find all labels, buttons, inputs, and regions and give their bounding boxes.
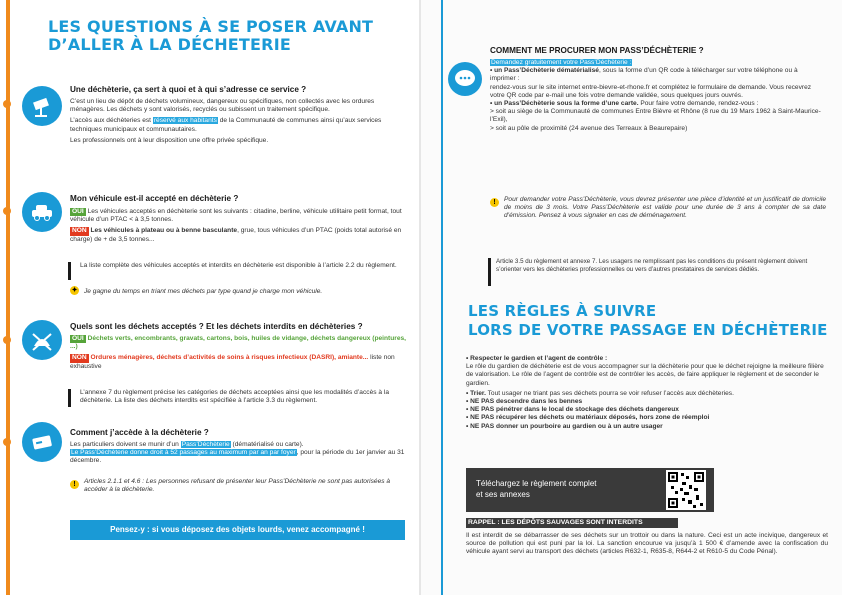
oui-badge: OUI bbox=[72, 335, 84, 342]
q4-paragraph-2 bbox=[70, 449, 408, 465]
note-bar bbox=[488, 258, 491, 286]
pass-request-line bbox=[490, 59, 825, 67]
rules-title-line2: LORS DE VOTRE PASSAGE EN DÉCHÈTERIE bbox=[468, 321, 828, 339]
q2-non-text: , grue, tous véhicules d’un PTAC (poids total autorisé en charge) de + de 3,5 tonnes... bbox=[70, 227, 402, 243]
question-1-body bbox=[70, 98, 408, 145]
question-2-body bbox=[70, 208, 408, 244]
q3-note: L’annexe 7 du règlement précise les catégories de déchets acceptées ainsi que les modalités d’accès à la déchèterie. La liste des déchets interdits est spécifiée à l’article 3.3 du règlement. bbox=[80, 389, 389, 405]
q4-p1-tail: (dématérialisé ou carte). bbox=[230, 441, 304, 448]
download-text bbox=[476, 478, 597, 500]
download-line-1: Téléchargez le règlement complet bbox=[476, 479, 597, 488]
rule-no-recovery: • NE PAS récupérer les déchets ou matériaux déposés, hors zone de réemploi bbox=[466, 414, 710, 422]
page-title-line2: D’ALLER À LA DÉCHETERIE bbox=[48, 35, 291, 54]
q2-note: La liste complète des véhicules acceptés et interdits en déchèterie est disponible à l’article 2.2 du règlement. bbox=[80, 262, 397, 269]
pass-option-1 bbox=[490, 67, 825, 83]
orange-timeline-bar bbox=[6, 0, 10, 595]
pass-section-heading: COMMENT ME PROCURER MON PASS’DÉCHÈTERIE ? bbox=[490, 46, 704, 55]
question-3-heading: Quels sont les déchets acceptés ? Et les déchets interdits en déchèteries ? bbox=[70, 322, 363, 331]
q3-oui-line bbox=[70, 335, 408, 351]
rappel-band: RAPPEL : LES DÉPÔTS SAUVAGES SONT INTERDITS bbox=[466, 518, 678, 528]
rule-respect-text: Le rôle du gardien de déchèterie est de vous accompagner sur la déchèterie pour que le déchet rejoigne la meilleure filière de valorisation. Le rôle de l’agent de contrôle est de contrôler les accès, de faire appliquer le règlement et de seconder le gardien. bbox=[466, 363, 824, 387]
q4-note: Articles 2.1.1 et 4.6 : Les personnes refusant de présenter leur Pass’Déchèterie ne sont pas autorisées à accéder à la déchèterie. bbox=[84, 478, 391, 494]
q2-non-bold: Les véhicules à plateau ou à benne basculante bbox=[88, 227, 238, 235]
question-1-heading: Une déchèterie, ça sert à quoi et à qui s’adresse ce service ? bbox=[70, 85, 307, 94]
q4-p1-text: Les particuliers doivent se munir d’un bbox=[70, 441, 181, 448]
pass-location-1: > soit au siège de la Communauté de communes Entre Bièvre et Rhône (8 rue du 19 Mars 1962 à Saint-Maurice-l’Exil), bbox=[490, 108, 821, 124]
question-3-body bbox=[70, 335, 408, 371]
download-rules-banner[interactable] bbox=[466, 468, 714, 512]
pass-option-1-title: • un Pass’Déchèterie dématérialisé bbox=[490, 67, 599, 75]
q3-non-tail: liste non exhaustive bbox=[70, 354, 395, 370]
rules-list bbox=[466, 355, 828, 431]
rule-no-storage: • NE PAS pénétrer dans le local de stockage des déchets dangereux bbox=[466, 406, 679, 414]
rule-no-bins: • NE PAS descendre dans les bennes bbox=[466, 398, 583, 406]
camera-icon bbox=[22, 86, 62, 126]
page-title bbox=[48, 18, 408, 54]
q4-limit-highlight: Le Pass’Déchèterie donne droit à 52 passages au maximum par an par foyer bbox=[71, 449, 296, 457]
footer-banner: Pensez-y : si vous déposez des objets lourds, venez accompagné ! bbox=[70, 520, 405, 540]
q2-tip: Je gagne du temps en triant mes déchets par type quand je charge mon véhicule. bbox=[84, 288, 323, 295]
rules-title bbox=[468, 302, 828, 340]
q3-non-text: Ordures ménagères, déchets d’activités de soins à risques infectieux (DASRI), amiante... bbox=[88, 354, 369, 362]
blue-timeline-line bbox=[441, 0, 443, 595]
pass-note-1: Pour demander votre Pass’Déchèterie, vous devrez présenter une pièce d’identité et un justificatif de domicile de moins de 3 mois. Votre Pass’Déchèterie est valide pour une durée de 3 ans à compter de sa date d’émission. Pensez à vous signaler en cas de déménagement. bbox=[504, 196, 826, 220]
trash-bag-icon bbox=[22, 320, 62, 360]
timeline-dot bbox=[3, 438, 11, 446]
rule-sort-title: • Trier. bbox=[466, 389, 486, 397]
q1-paragraph-1: C’est un lieu de dépôt de déchets volumineux, dangereux ou spécifiques, non collectés avec les ordures ménagères. Les déchets y sont valorisés, recyclés ou subissent un traitement spécifique. bbox=[70, 98, 375, 114]
rule-no-tip: • NE PAS donner un pourboire au gardien ou à un autre usager bbox=[466, 422, 663, 430]
q1-paragraph-2 bbox=[70, 117, 408, 133]
pass-option-2-title: • un Pass’Déchèterie sous la forme d’une carte. bbox=[490, 100, 639, 108]
non-badge: NON bbox=[72, 227, 87, 235]
q3-non-line bbox=[70, 354, 408, 370]
timeline-dot bbox=[3, 100, 11, 108]
lightbulb-icon: ✦ bbox=[71, 287, 78, 294]
pass-location-2: > soit au pôle de proximité (24 avenue des Terreaux à Beaurepaire) bbox=[490, 124, 688, 132]
qr-code-icon[interactable] bbox=[666, 470, 706, 510]
oui-badge: OUI bbox=[72, 208, 84, 215]
note-bar bbox=[68, 389, 71, 407]
rule-respect: • Respecter le gardien et l’agent de contrôle : bbox=[466, 355, 608, 362]
rule-sort-text: Tout usager ne triant pas ses déchets pourra se voir refuser l’accès aux déchèteries. bbox=[485, 389, 734, 397]
q1-p2-tail: de la Communauté de communes ainsi qu’aux services techniques municipaux et communautaires. bbox=[70, 117, 382, 133]
timeline-dot bbox=[3, 336, 11, 344]
car-icon bbox=[22, 192, 62, 232]
pass-card-icon bbox=[22, 422, 62, 462]
pass-section-body bbox=[490, 59, 825, 133]
q4-pass-highlight: Pass’Déchèterie bbox=[181, 441, 230, 448]
download-line-2: et ses annexes bbox=[476, 490, 530, 499]
pass-request-highlight: Demandez gratuitement votre Pass’Déchèterie : bbox=[491, 59, 632, 66]
pass-option-2-text: Pour faire votre demande, rendez-vous : bbox=[638, 100, 759, 108]
rules-title-line1: LES RÈGLES À SUIVRE bbox=[468, 302, 657, 320]
warning-icon: ! bbox=[70, 480, 79, 489]
q2-oui-line bbox=[70, 208, 408, 224]
question-4-body bbox=[70, 441, 408, 466]
speech-bubble-icon bbox=[448, 62, 482, 96]
page-fold bbox=[419, 0, 421, 595]
pass-option-1-text: , sous la forme d’un QR code à télécharger sur votre téléphone ou à imprimer : bbox=[490, 67, 798, 83]
note-bar bbox=[68, 262, 71, 280]
question-4-heading: Comment j’accède à la déchèterie ? bbox=[70, 428, 209, 437]
q4-p2-tail: , pour la période du 1er janvier au 31 décembre. bbox=[70, 449, 405, 465]
rule-sort bbox=[466, 390, 828, 398]
q4-paragraph-1 bbox=[70, 441, 408, 449]
pass-option-2 bbox=[490, 100, 825, 108]
q1-highlight: réservé aux habitants bbox=[153, 117, 217, 125]
timeline-dot bbox=[3, 207, 11, 215]
question-2-heading: Mon véhicule est-il accepté en déchèterie ? bbox=[70, 194, 239, 203]
q2-non-line bbox=[70, 227, 408, 243]
q1-paragraph-3: Les professionnels ont à leur disposition une offre privée spécifique. bbox=[70, 136, 269, 144]
q3-oui-text: Déchets verts, encombrants, gravats, cartons, bois, huiles de vidange, déchets dangereux (peintures, ...) bbox=[70, 335, 406, 351]
non-badge: NON bbox=[72, 354, 87, 362]
q2-oui-text: Les véhicules acceptés en déchèterie sont les suivants : citadine, berline, véhicule utilitaire petit format, tout véhicule d’un PTAC < à 3,5 tonnes. bbox=[70, 208, 402, 224]
page-title-line1: LES QUESTIONS À SE POSER AVANT bbox=[48, 17, 374, 36]
pass-note-2: Article 3.5 du règlement et annexe 7. Les usagers ne remplissant pas les conditions du présent règlement doivent s’orienter vers les déchèteries professionnelles ou vers d’autres prestataires de services dédiés. bbox=[496, 258, 808, 273]
rappel-text: Il est interdit de se débarrasser de ses déchets sur un trottoir ou dans la nature. Ceci est un acte incivique, dangereux et source de pollution qui est puni par la loi. La sanction encourue va jusqu’à 1 500 € d’amende avec la confiscation du véhicule ayant servi au transport des déchets (articles R632-1, R635-8, R644-2 et R610-5 du Code Pénal). bbox=[466, 532, 828, 556]
pass-option-1-more: rendez-vous sur le site internet entre-bievre-et-rhone.fr et complétez le formulaire de demande. Vous recevrez votre QR code par e-mail une fois votre demande validée, sous quelques jours ouvrés. bbox=[490, 83, 812, 99]
q1-p2-text: L’accès aux déchèteries est bbox=[70, 117, 153, 125]
warning-icon: ! bbox=[490, 198, 499, 207]
